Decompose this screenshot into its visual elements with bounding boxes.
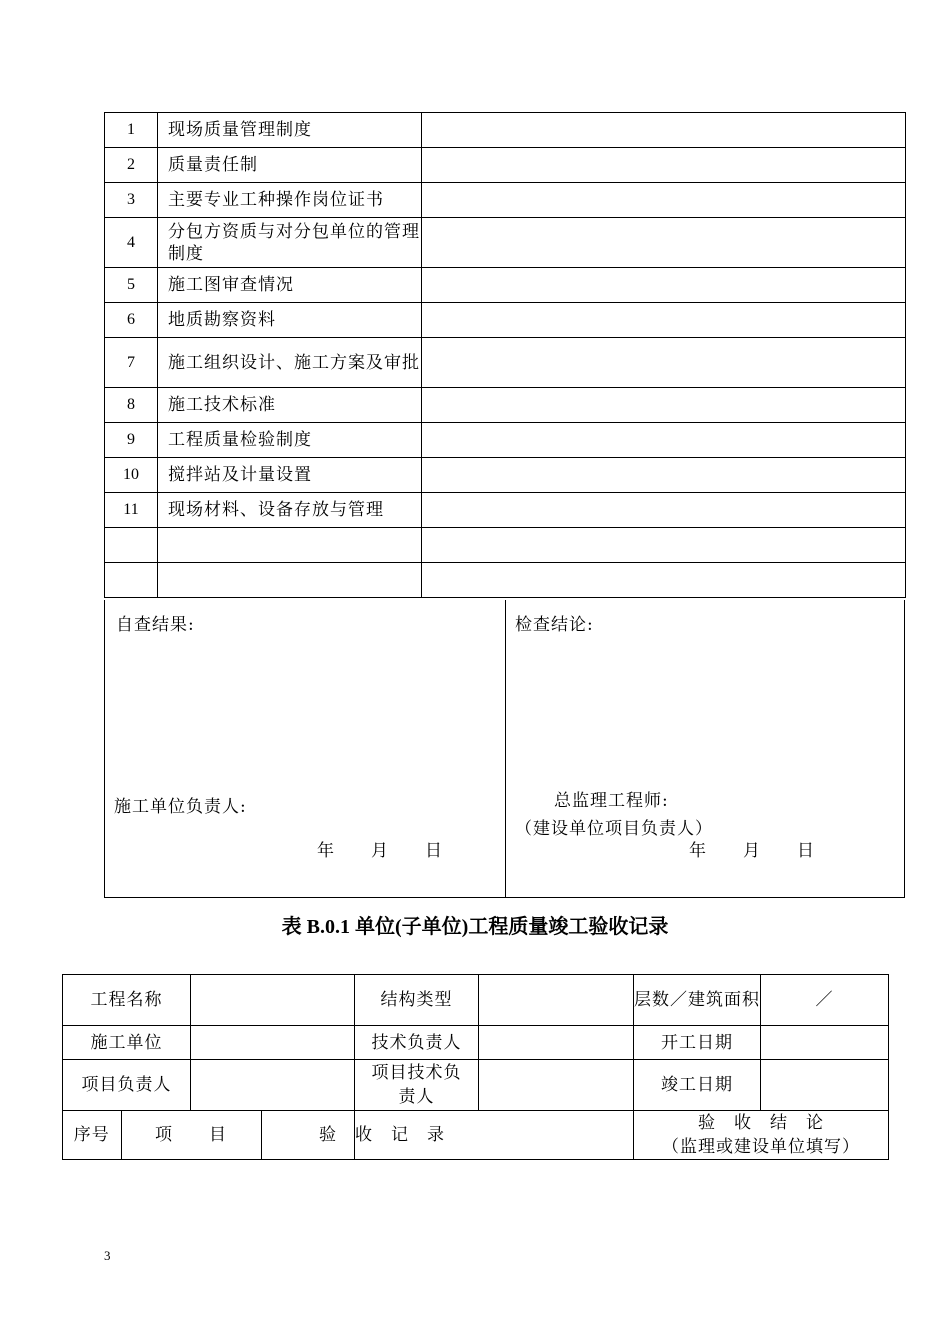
- empty-cell[interactable]: [158, 563, 422, 598]
- form-title: 表 B.0.1 单位(子单位)工程质量竣工验收记录: [281, 916, 669, 938]
- structure-type-label: 结构类型: [355, 975, 479, 1026]
- contractor-value[interactable]: [191, 1026, 355, 1060]
- row-item: 主要专业工种操作岗位证书: [158, 183, 422, 218]
- row-number: 2: [105, 148, 158, 183]
- row-item: 施工组织设计、施工方案及审批: [158, 338, 422, 388]
- row-item: 现场材料、设备存放与管理: [158, 493, 422, 528]
- self-check-label: 自查结果:: [116, 615, 195, 635]
- checklist-row: [105, 458, 906, 493]
- row-number: 10: [105, 458, 158, 493]
- checklist-row: [105, 338, 906, 388]
- empty-cell[interactable]: [105, 563, 158, 598]
- row-number: 3: [105, 183, 158, 218]
- completion-date-label: 竣工日期: [634, 1060, 761, 1111]
- start-date-value[interactable]: [761, 1026, 889, 1060]
- row-record[interactable]: [422, 148, 906, 183]
- row-record[interactable]: [422, 268, 906, 303]
- date-left: 年 月 日: [317, 841, 443, 861]
- checklist-row-empty: [105, 563, 906, 598]
- row-item: 地质勘察资料: [158, 303, 422, 338]
- project-name-value[interactable]: [191, 975, 355, 1026]
- item-header: 项 目: [121, 1111, 261, 1159]
- structure-type-value[interactable]: [479, 975, 634, 1026]
- row-item: 质量责任制: [158, 148, 422, 183]
- checklist-row: [105, 388, 906, 423]
- row-record[interactable]: [422, 388, 906, 423]
- chief-engineer-label: 总监理工程师:: [554, 791, 669, 811]
- floors-area-label: 层数／建筑面积: [634, 975, 761, 1026]
- acceptance-table: [62, 974, 889, 1160]
- row-record[interactable]: [422, 338, 906, 388]
- row-record[interactable]: [422, 113, 906, 148]
- row-number: 1: [105, 113, 158, 148]
- checklist-row: [105, 423, 906, 458]
- checklist-table: [104, 112, 906, 598]
- seq-header: 序号: [73, 1125, 110, 1145]
- checklist-row: [105, 218, 906, 268]
- page-number: 3: [104, 1248, 111, 1263]
- checklist-row: [105, 303, 906, 338]
- checklist-row: [105, 113, 906, 148]
- row-record[interactable]: [422, 423, 906, 458]
- row-number: 8: [105, 388, 158, 423]
- record-header-label: 验 收 记 录: [319, 1125, 445, 1145]
- row-item: 施工图审查情况: [158, 268, 422, 303]
- row-item: 现场质量管理制度: [158, 113, 422, 148]
- project-name-label: 工程名称: [63, 975, 191, 1026]
- row-record[interactable]: [422, 183, 906, 218]
- row-item: 搅拌站及计量设置: [158, 458, 422, 493]
- owner-lead-label: （建设单位项目负责人）: [515, 819, 713, 839]
- contractor-label: 施工单位: [63, 1026, 191, 1060]
- row-number: 11: [105, 493, 158, 528]
- record-header: [319, 1111, 634, 1160]
- seq-item-inner: [63, 1111, 355, 1159]
- conclusion-header-note: （监理或建设单位填写）: [662, 1137, 860, 1157]
- project-lead-label: 项目负责人: [63, 1060, 191, 1111]
- row-item: 工程质量检验制度: [158, 423, 422, 458]
- conclusion-header: [634, 1111, 889, 1160]
- row-number: 7: [105, 338, 158, 388]
- row-record[interactable]: [422, 303, 906, 338]
- tech-lead-value[interactable]: [479, 1026, 634, 1060]
- empty-cell[interactable]: [158, 528, 422, 563]
- row-item: 分包方资质与对分包单位的管理制度: [158, 218, 422, 268]
- conclusion-label: 检查结论:: [515, 615, 594, 635]
- project-tech-lead-label: 项目技术负责人: [355, 1060, 479, 1111]
- checklist-row: [105, 183, 906, 218]
- result-divider: [505, 600, 506, 897]
- row-number: 4: [105, 218, 158, 268]
- row-item: 施工技术标准: [158, 388, 422, 423]
- checklist-row: [105, 148, 906, 183]
- floors-area-value[interactable]: ／: [761, 975, 889, 1026]
- row-record[interactable]: [422, 458, 906, 493]
- row-record[interactable]: [422, 218, 906, 268]
- empty-cell[interactable]: [105, 528, 158, 563]
- project-tech-lead-value[interactable]: [479, 1060, 634, 1111]
- empty-cell[interactable]: [422, 528, 906, 563]
- result-box: [104, 600, 905, 898]
- checklist-row-empty: [105, 528, 906, 563]
- row-number: 5: [105, 268, 158, 303]
- date-right: 年 月 日: [689, 841, 815, 861]
- row-number: 6: [105, 303, 158, 338]
- start-date-label: 开工日期: [634, 1026, 761, 1060]
- project-lead-value[interactable]: [191, 1060, 355, 1111]
- checklist-row: [105, 493, 906, 528]
- checklist-row: [105, 268, 906, 303]
- row-number: 9: [105, 423, 158, 458]
- empty-cell[interactable]: [422, 563, 906, 598]
- conclusion-header-label: 验 收 结 论: [698, 1113, 824, 1133]
- tech-lead-label: 技术负责人: [355, 1026, 479, 1060]
- completion-date-value[interactable]: [761, 1060, 889, 1111]
- contractor-lead-label: 施工单位负责人:: [114, 797, 247, 817]
- seq-item-header: [63, 1111, 355, 1160]
- row-record[interactable]: [422, 493, 906, 528]
